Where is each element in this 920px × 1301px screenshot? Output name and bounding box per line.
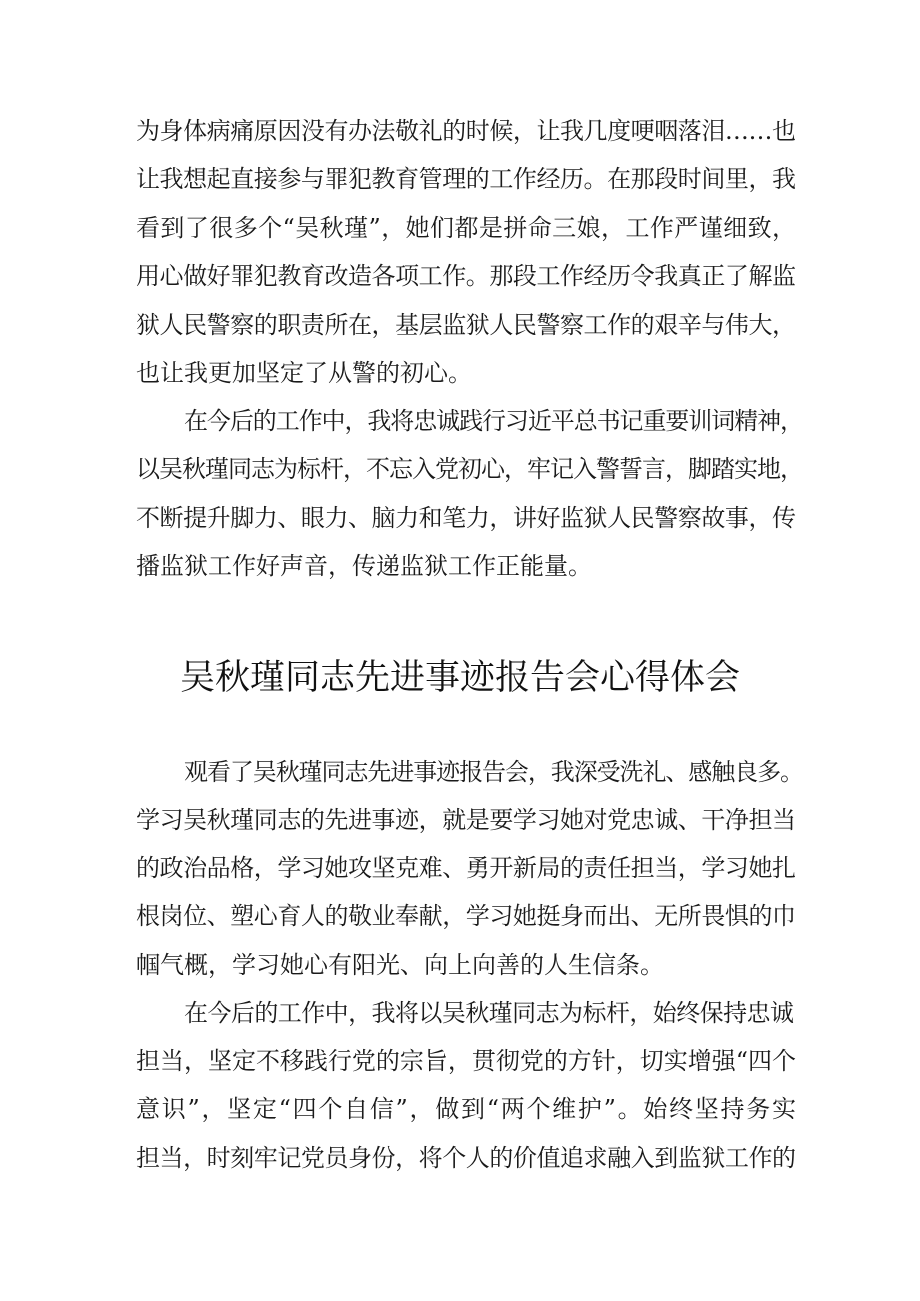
paragraph-first-line: 观看了吴秋瑾同志先进事迹报告会，我深受洗礼、感触良多。 — [184, 758, 803, 786]
text-line: 为身体病痛原因没有办法敬礼的时候，让我几度哽咽落泪……也 — [136, 117, 796, 145]
text-line: 帼气概，学习她心有阳光、向上向善的人生信条。 — [136, 951, 664, 979]
text-line: 的政治品格，学习她攻坚克难、勇开新局的责任担当，学习她扎 — [136, 854, 796, 882]
text-line: 不断提升脚力、眼力、脑力和笔力，讲好监狱人民警察故事，传 — [136, 504, 796, 532]
paragraph-first-line: 在今后的工作中，我将以吴秋瑾同志为标杆，始终保持忠诚 — [184, 999, 794, 1027]
text-line: 狱人民警察的职责所在，基层监狱人民警察工作的艰辛与伟大， — [136, 311, 796, 339]
text-line: 让我想起直接参与罪犯教育管理的工作经历。在那段时间里，我 — [136, 165, 796, 193]
text-line: 担当，坚定不移践行党的宗旨，贯彻党的方针，切实增强“四个 — [136, 1047, 796, 1075]
text-line: 担当，时刻牢记党员身份，将个人的价值追求融入到监狱工作的 — [136, 1144, 796, 1172]
text-line: 播监狱工作好声音，传递监狱工作正能量。 — [136, 552, 592, 580]
text-line: 以吴秋瑾同志为标杆，不忘入党初心，牢记入警誓言，脚踏实地， — [136, 455, 803, 483]
text-line: 看到了很多个“吴秋瑾”，她们都是拼命三娘，工作严谨细致， — [136, 214, 797, 242]
paragraph-first-line: 在今后的工作中，我将忠诚践行习近平总书记重要训词精神， — [184, 407, 803, 435]
text-line: 学习吴秋瑾同志的先进事迹，就是要学习她对党忠诚、干净担当 — [136, 806, 796, 834]
text-line: 根岗位、塑心育人的敬业奉献，学习她挺身而出、无所畏惧的巾 — [136, 902, 796, 930]
document-title: 吴秋瑾同志先进事迹报告会心得体会 — [180, 658, 740, 698]
text-line: 意识”，坚定“四个自信”，做到“两个维护”。始终坚持务实 — [136, 1095, 798, 1123]
text-line: 也让我更加坚定了从警的初心。 — [136, 359, 472, 387]
text-line: 用心做好罪犯教育改造各项工作。那段工作经历令我真正了解监 — [136, 262, 796, 290]
